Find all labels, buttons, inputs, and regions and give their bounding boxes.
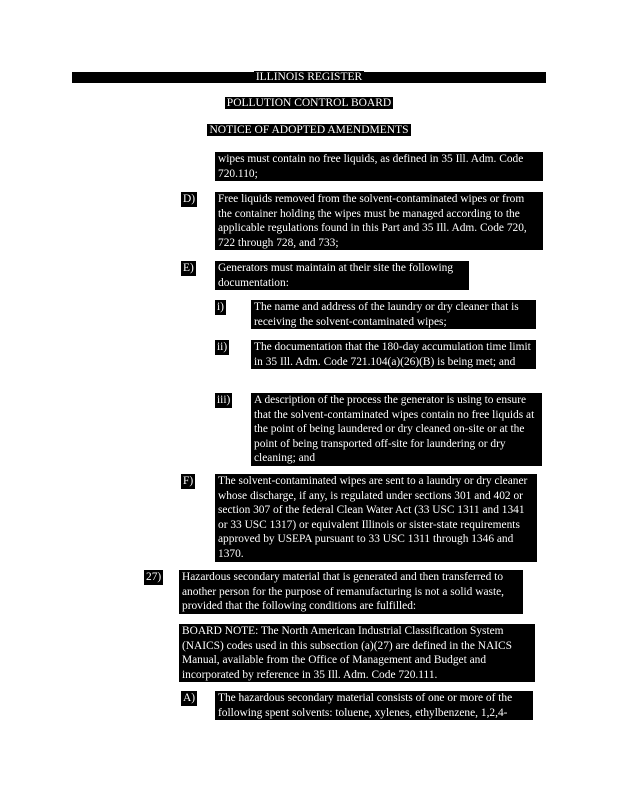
register-title-text: ILLINOIS REGISTER: [255, 71, 363, 83]
board-title-text: POLLUTION CONTROL BOARD: [226, 97, 392, 109]
board-note: BOARD NOTE: The North American Industrial Classification System (NAICS) codes used in this subsection (a)(27) are defined in the NAICS Manual, available from the Office of Management and Budget and incorporated by reference in 35 Ill. Adm. Code 720.111.: [179, 624, 535, 682]
register-title: [0, 71, 618, 84]
notice-title-text: NOTICE OF ADOPTED AMENDMENTS: [209, 124, 409, 136]
notice-title: [0, 124, 618, 137]
paragraph-e-text: Generators must maintain at their site the following documentation:: [215, 261, 469, 290]
subsection-27-label: 27): [146, 571, 162, 583]
item-i-text: The name and address of the laundry or dry cleaner that is receiving the solvent-contaminated wipes;: [251, 300, 536, 329]
paragraph-continuation: wipes must contain no free liquids, as defined in 35 Ill. Adm. Code 720.110;: [215, 152, 543, 181]
paragraph-a-text: The hazardous secondary material consists of one or more of the following spent solvents: toluene, xylenes, ethylbenzene, 1,2,4-: [215, 691, 533, 720]
item-ii-label: ii): [217, 341, 228, 353]
paragraph-a-label: A): [183, 692, 196, 704]
subsection-27-text: Hazardous secondary material that is generated and then transferred to another person for the purpose of remanufacturing is not a solid waste, provided that the following conditions are fulfilled:: [179, 570, 523, 614]
paragraph-f-text: The solvent-contaminated wipes are sent to a laundry or dry cleaner whose discharge, if any, is regulated under sections 301 and 402 or section 307 of the federal Clean Water Act (33 USC 1311 and 1341 or 33 USC 1317) or equivalent Illinois or sister-state requirements approved by USEPA pursuant to 33 USC 1311 through 1346 and 1370.: [215, 474, 537, 562]
paragraph-f-label: F): [183, 475, 194, 487]
item-i-label: i): [217, 301, 224, 313]
board-title: [0, 97, 618, 110]
paragraph-d-text: Free liquids removed from the solvent-contaminated wipes or from the container holding the wipes must be managed according to the applicable regulations found in this Part and 35 Ill. Adm. Code 720, 722 through 728, and 733;: [215, 192, 543, 250]
item-iii-label: iii): [217, 394, 231, 406]
paragraph-d-label: D): [183, 193, 196, 205]
paragraph-e-label: E): [183, 262, 194, 274]
item-ii-text: The documentation that the 180-day accumulation time limit in 35 Ill. Adm. Code 721.104(a)(26)(B) is being met; and: [251, 340, 536, 369]
item-iii-text: A description of the process the generator is using to ensure that the solvent-contaminated wipes contain no free liquids at the point of being laundered or dry cleaned on-site or at the point of being transported off-site for laundering or dry cleaning; and: [251, 393, 542, 466]
